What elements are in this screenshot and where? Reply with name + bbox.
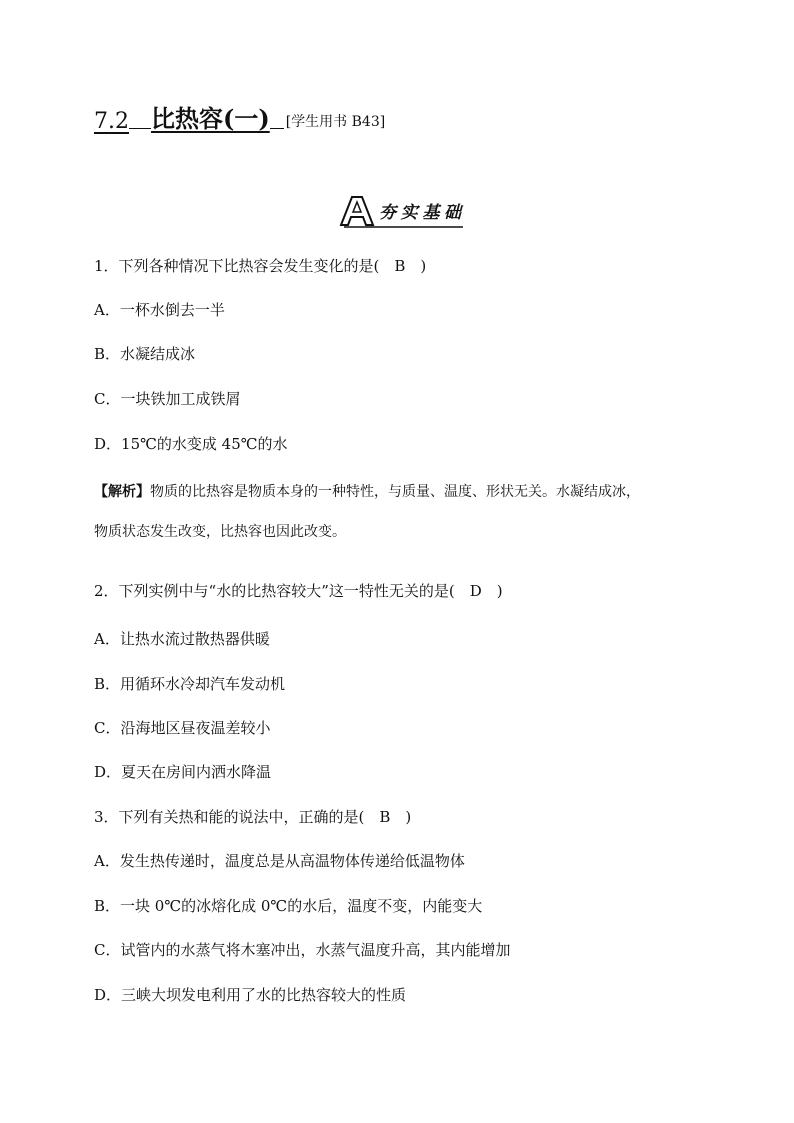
question-2-option-c: C．沿海地区昼夜温差较小	[94, 719, 271, 737]
section-name: 比热容(一)	[151, 104, 270, 133]
section-title	[94, 102, 385, 134]
question-2-option-a: A．让热水流过散热器供暖	[94, 630, 270, 648]
question-1-option-a: A．一杯水倒去一半	[94, 301, 225, 319]
analysis-label: 【解析】	[94, 484, 150, 500]
question-1-option-b: B．水凝结成冰	[94, 345, 196, 363]
question-3-option-b: B．一块 0℃的冰熔化成 0℃的水后，温度不变，内能变大	[94, 897, 483, 915]
question-3-option-d: D．三峡大坝发电利用了水的比热容较大的性质	[94, 986, 407, 1004]
banner-text: 夯实基础	[379, 203, 461, 223]
question-3-option-c: C．试管内的水蒸气将木塞冲出，水蒸气温度升高，其内能增加	[94, 941, 511, 959]
title-underline-gap	[270, 127, 284, 129]
question-1-option-d: D．15℃的水变成 45℃的水	[94, 435, 288, 453]
title-underline-gap	[129, 127, 151, 129]
section-number: 7.2	[94, 109, 129, 134]
book-reference: [学生用书 B43]	[285, 114, 386, 130]
question-3-stem: 3．下列有关热和能的说法中，正确的是( B )	[94, 808, 412, 826]
question-1-stem: 1．下列各种情况下比热容会发生变化的是( B )	[94, 257, 427, 275]
question-2-option-d: D．夏天在房间内洒水降温	[94, 763, 272, 781]
section-banner	[339, 194, 465, 230]
question-2-stem: 2．下列实例中与“水的比热容较大”这一特性无关的是( D )	[94, 582, 503, 600]
question-1-analysis-line-2: 物质状态发生改变，比热容也因此改变。	[94, 524, 346, 540]
question-1-analysis-line-1	[94, 482, 640, 502]
analysis-text: 物质的比热容是物质本身的一种特性，与质量、温度、形状无关。水凝结成冰，	[150, 484, 640, 500]
question-2-option-b: B．用循环水冷却汽车发动机	[94, 675, 286, 693]
question-3-option-a: A．发生热传递时，温度总是从高温物体传递给低温物体	[94, 852, 465, 870]
question-1-option-c: C．一块铁加工成铁屑	[94, 390, 241, 408]
